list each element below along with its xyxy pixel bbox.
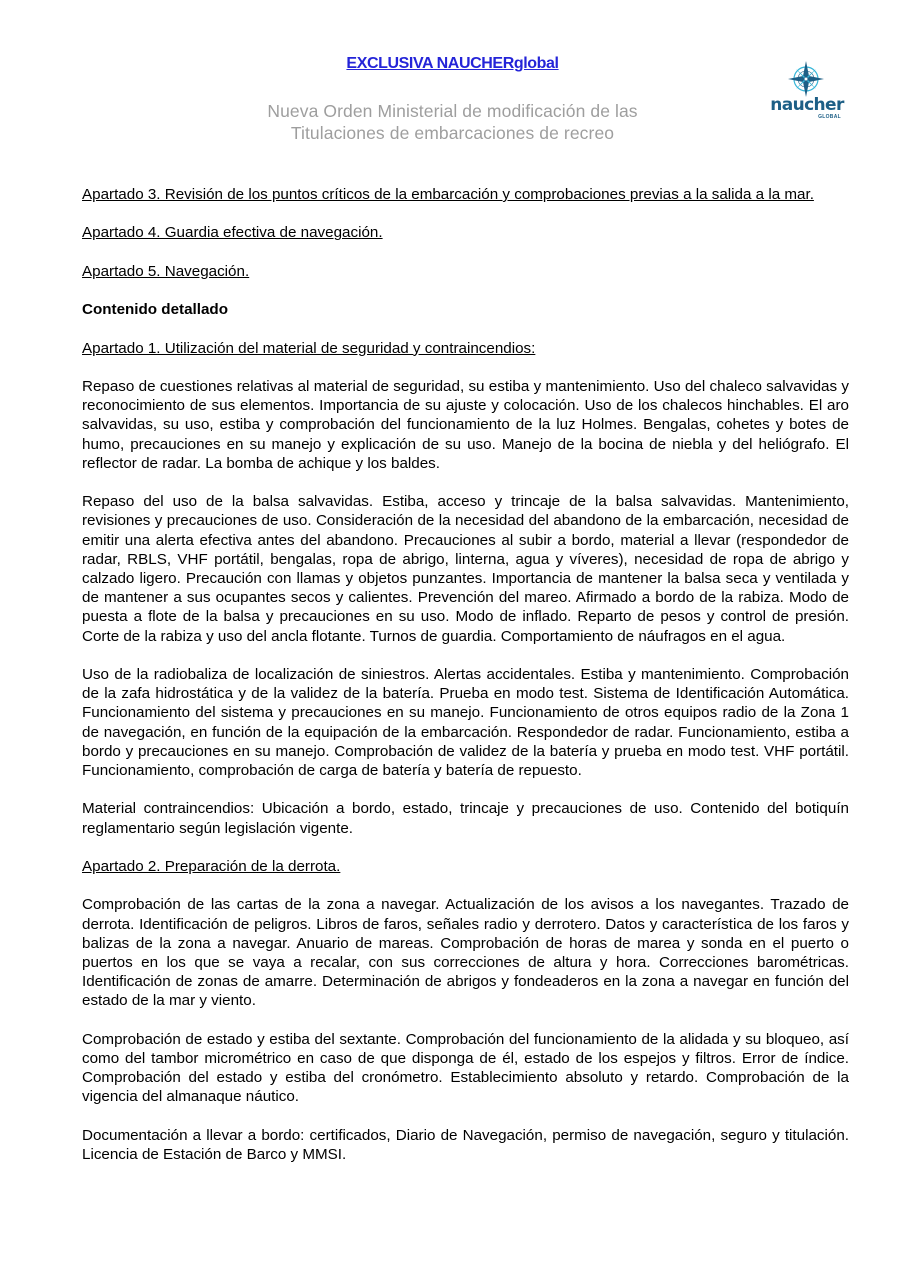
naucher-logo <box>765 60 849 124</box>
apartado-1-heading: Apartado 1. Utilización del material de seguridad y contraincendios: <box>82 339 536 357</box>
paragraph-documentacion: Documentación a llevar a bordo: certificados, Diario de Navegación, permiso de navegación, seguro y titulación. Licencia de Estación de Barco y MMSI. <box>82 1126 849 1163</box>
apartado-5-item: Apartado 5. Navegación. <box>82 262 250 280</box>
paragraph-material-seguridad: Repaso de cuestiones relativas al material de seguridad, su estiba y mantenimiento. Uso del chaleco salvavidas y reconocimiento de sus elementos. Importancia de su ajuste y colocación. Uso de los chalecos hinchables. El aro salvavidas, su uso, estiba y comprobación del funcionamiento de la luz Holmes. Bengalas, cohetes y botes de humo, precauciones en su manejo y explicación de su uso. Manejo de la bocina de niebla y del heliógrafo. El reflector de radar. La bomba de achique y los baldes. <box>82 377 849 472</box>
paragraph-sextante: Comprobación de estado y estiba del sextante. Comprobación del funcionamiento de la alidada y su bloqueo, así como del tambor micrométrico en caso de que disponga de él, estado de los espejos y filtros. Error de índice. Comprobación del estado y estiba del cronómetro. Establecimiento absoluto y retardo. Comprobación de la vigencia del almanaque náutico. <box>82 1030 849 1106</box>
section-heading-contenido-detallado: Contenido detallado <box>82 301 228 319</box>
document-body <box>82 185 849 1183</box>
paragraph-radiobaliza: Uso de la radiobaliza de localización de siniestros. Alertas accidentales. Estiba y mantenimiento. Comprobación de la zafa hidrostática y de la validez de la batería. Prueba en modo test. Sistema de Identificación Automática. Funcionamiento del sistema y precauciones en su manejo. Funcionamiento de otros equipos radio de la Zona 1 de navegación, en función de la equipación de la embarcación. Respondedor de radar. Funcionamiento, estiba a bordo y precauciones en su manejo. Comprobación de validez de la batería y prueba en modo test. VHF portátil. Funcionamiento, comprobación de carga de batería y batería de repuesto. <box>82 665 849 779</box>
apartado-3-item: Apartado 3. Revisión de los puntos críticos de la embarcación y comprobaciones previas a la salida a la mar. <box>82 186 814 203</box>
paragraph-cartas: Comprobación de las cartas de la zona a navegar. Actualización de los avisos a los navegantes. Trazado de derrota. Identificación de peligros. Libros de faros, señales radio y derrotero. Datos y característica de los faros y balizas de la zona a navegar. Anuario de mareas. Comprobación de horas de marea y sonda en el puerto o puertos en los que se vaya a recalar, con sus correcciones de altura y hora. Correcciones barométricas. Identificación de zonas de amarre. Determinación de abrigos y fondeaderos en la zona a navegar en función del estado de la mar y viento. <box>82 896 849 1010</box>
logo-subtext: GLOBAL <box>818 114 841 120</box>
header-title-link[interactable]: EXCLUSIVA NAUCHERglobal <box>346 55 559 72</box>
logo-wordmark: naucher <box>770 95 844 115</box>
compass-rose-icon <box>765 60 849 100</box>
subtitle-line-1: Nueva Orden Ministerial de modificación de las <box>267 101 638 121</box>
subtitle-line-2: Titulaciones de embarcaciones de recreo <box>290 123 615 143</box>
apartado-4-item: Apartado 4. Guardia efectiva de navegación. <box>82 224 383 242</box>
page-header <box>0 0 905 160</box>
apartado-2-heading: Apartado 2. Preparación de la derrota. <box>82 857 341 875</box>
paragraph-balsa-salvavidas: Repaso del uso de la balsa salvavidas. Estiba, acceso y trincaje de la balsa salvavidas. Mantenimiento, revisiones y precauciones de uso. Consideración de la necesidad del abandono de la embarcación, necesidad de emitir una alerta efectiva antes del abandono. Precauciones al subir a bordo, material a llevar (respondedor de radar, RBLS, VHF portátil, bengalas, ropa de abrigo, linterna, agua y víveres), necesidad de ropa de abrigo y calzado ligero. Precaución con llamas y objetos punzantes. Importancia de mantener la balsa seca y ventilada y de mantener a sus ocupantes secos y calientes. Prevención del mareo. Afirmado a bordo de la rabiza. Modo de puesta a flote de la balsa y precauciones en su uso. Modo de inflado. Reparto de pesos y control de presión. Corte de la rabiza y uso del ancla flotante. Turnos de guardia. Comportamiento de náufragos en el agua. <box>82 493 849 645</box>
paragraph-contraincendios: Material contraincendios: Ubicación a bordo, estado, trincaje y precauciones de uso. Contenido del botiquín reglamentario según legislación vigente. <box>82 800 849 837</box>
